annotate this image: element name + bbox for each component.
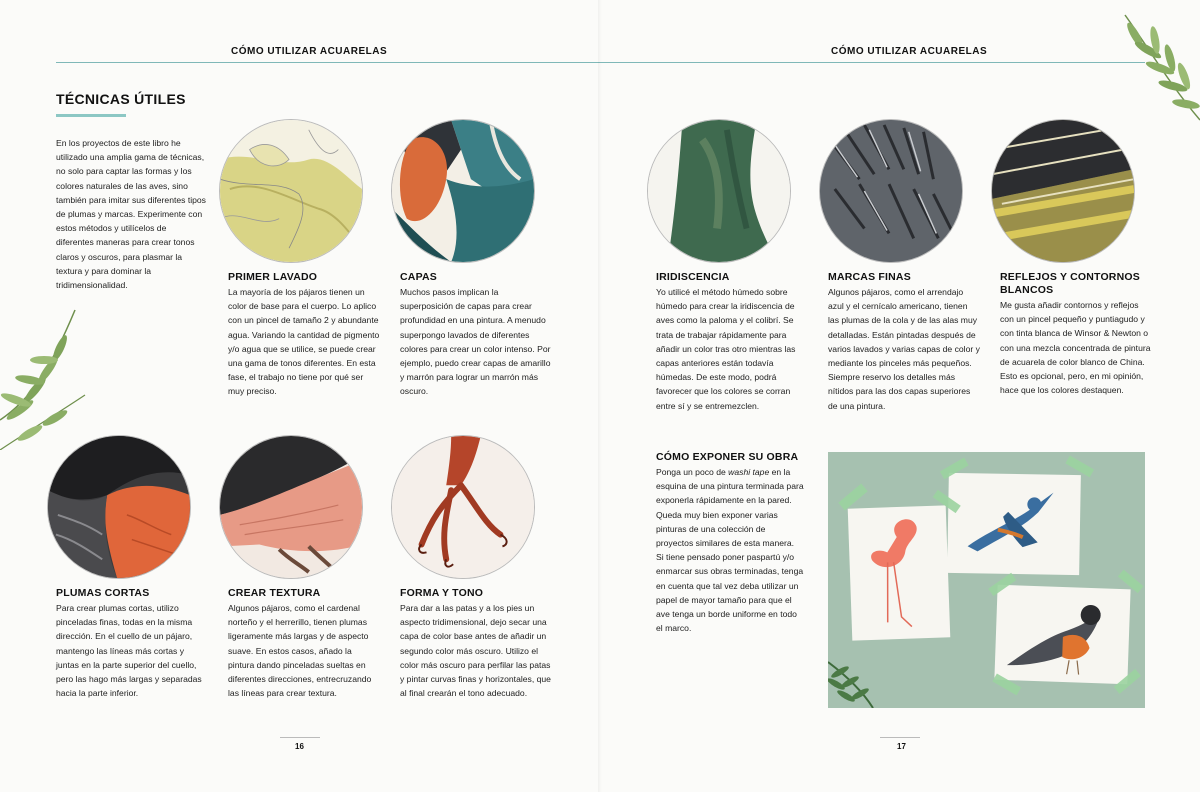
leaf-decoration-icon xyxy=(0,300,90,450)
crear-textura-illustration xyxy=(219,435,363,579)
folio-rule-left xyxy=(280,737,320,738)
technique-crear-textura xyxy=(228,587,380,700)
page-number-right: 17 xyxy=(897,742,906,751)
display-photo xyxy=(828,452,1145,708)
technique-heading: PRIMER LAVADO xyxy=(228,271,318,283)
technique-body: Para crear plumas cortas, utilizo pinceladas finas, todas en la misma dirección. En el cuello de un pájaro, mantengo las líneas más cortas y juntas en la parte superior del cuello, pero las hago más largas y separadas hacia la parte inferior. xyxy=(56,603,202,699)
technique-heading: CREAR TEXTURA xyxy=(228,587,321,599)
technique-body: Muchos pasos implican la superposición de capas para crear profundidad en una pintura. A menudo superpongo lavados de diferentes colores para crear un color intenso. Por ejemplo, puedo crear capas de amarillo y marrón para lograr un marrón más oscuro. xyxy=(400,287,551,397)
running-head-right: CÓMO UTILIZAR ACUARELAS xyxy=(831,46,988,57)
technique-forma-tono xyxy=(400,587,552,700)
iridiscencia-illustration xyxy=(647,119,791,263)
technique-body xyxy=(656,465,804,635)
capas-illustration xyxy=(391,119,535,263)
technique-heading: MARCAS FINAS xyxy=(828,271,911,283)
marcas-finas-illustration xyxy=(819,119,963,263)
technique-marcas-finas xyxy=(828,271,980,413)
header-rule-right xyxy=(600,62,1145,63)
technique-body: Yo utilicé el método húmedo sobre húmedo para crear la iridiscencia de aves como la paloma y el colibrí. Se trata de trabajar rápidamente para añadir un color tras otro mientras las capas anteriores están todavía húmedas. De este modo, podrá favorecer que los colores se corran entre sí y se entremezclen. xyxy=(656,287,796,411)
technique-heading: CÓMO EXPONER SU OBRA xyxy=(656,451,799,463)
technique-body: Me gusta añadir contornos y reflejos con un pincel pequeño y puntiagudo y con tinta blanca de Winsor & Newton o con una mezcla concentrada de pintura de acuarela de color blanco de China. Esto es opcional, pero, en mi opinión, hace que los colores destaquen. xyxy=(1000,300,1151,396)
technique-body: La mayoría de los pájaros tienen un color de base para el cuerpo. Lo aplico con un pincel de tamaño 2 y abundante agua. Variando la cantidad de pigmento y/o agua que se utilice, se puede crear una gama de tonos diferentes. En esta fase, el trabajo no tiene por qué ser muy preciso. xyxy=(228,287,380,397)
technique-body: Para dar a las patas y a los pies un aspecto tridimensional, dejo secar una capa de color base antes de añadir un segundo color más oscuro. Utilizo el color más oscuro para perfilar las patas y pintar curvas finas y horizontales, que al final crearán el tono adecuado. xyxy=(400,603,551,699)
plumas-cortas-illustration xyxy=(47,435,191,579)
technique-body: Algunos pájaros, como el arrendajo azul y el cernícalo americano, tienen las plumas de la cola y de las alas muy detalladas. Están pintadas después de varios lavados y varias capas de color y mediante los pinceles más pequeños. Siempre reservo los detalles más nítidos para las dos capas superiores de una pintura. xyxy=(828,287,980,411)
technique-heading: CAPAS xyxy=(400,271,437,283)
technique-heading: REFLEJOS Y CONTORNOS xyxy=(1000,271,1140,283)
running-head-left: CÓMO UTILIZAR ACUARELAS xyxy=(231,46,388,57)
forma-tono-illustration xyxy=(391,435,535,579)
intro-text: En los proyectos de este libro he utilizado una amplia gama de técnicas, no solo para captar las formas y los colores naturales de las aves, sino también para imitar sus diferentes tipos de plumas y marcas. Experimente con estos métodos y utilícelos de diferentes maneras para crear tonos claros y oscuros, para plasmar la textura y para dominar la tridimensionalidad. xyxy=(56,138,206,291)
technique-exponer xyxy=(656,451,804,635)
section-title-underline xyxy=(56,114,126,117)
technique-capas xyxy=(400,271,552,399)
body-part-1: Ponga un poco de xyxy=(656,467,729,477)
technique-heading: FORMA Y TONO xyxy=(400,587,484,599)
folio-rule-right xyxy=(880,737,920,738)
technique-heading: PLUMAS CORTAS xyxy=(56,587,150,599)
header-rule-left xyxy=(56,62,600,63)
reflejos-illustration xyxy=(991,119,1135,263)
body-emphasis: washi tape xyxy=(728,467,770,477)
technique-body: Algunos pájaros, como el cardenal norteño y el herrerillo, tienen plumas ligeramente más largas y de aspecto suave. En estos casos, añado la pintura dando pinceladas sueltas en diferentes direcciones, entrecruzando las líneas para crear textura. xyxy=(228,603,372,699)
technique-plumas-cortas xyxy=(56,587,208,700)
body-part-2: en la esquina de una pintura terminada para exponerla rápidamente en la pared. Queda muy bien exponer varias pinturas de una colección de proyectos similares de esta manera. Si tiene pensado poner paspartú y/o enmarcar sus obras terminadas, tenga en cuenta que tal vez deba utilizar un papel de mayor tamaño para que el ave tenga un borde uniforme en todo el marco. xyxy=(656,467,804,634)
page-number-left: 16 xyxy=(295,742,304,751)
technique-iridiscencia xyxy=(656,271,808,413)
technique-heading: IRIDISCENCIA xyxy=(656,271,730,283)
technique-reflejos xyxy=(1000,271,1152,397)
technique-heading-line-2: BLANCOS xyxy=(1000,284,1054,296)
technique-primer-lavado xyxy=(228,271,380,399)
section-title: TÉCNICAS ÚTILES xyxy=(56,91,186,107)
primer-lavado-illustration xyxy=(219,119,363,263)
leaf-decoration-icon xyxy=(1110,10,1200,140)
